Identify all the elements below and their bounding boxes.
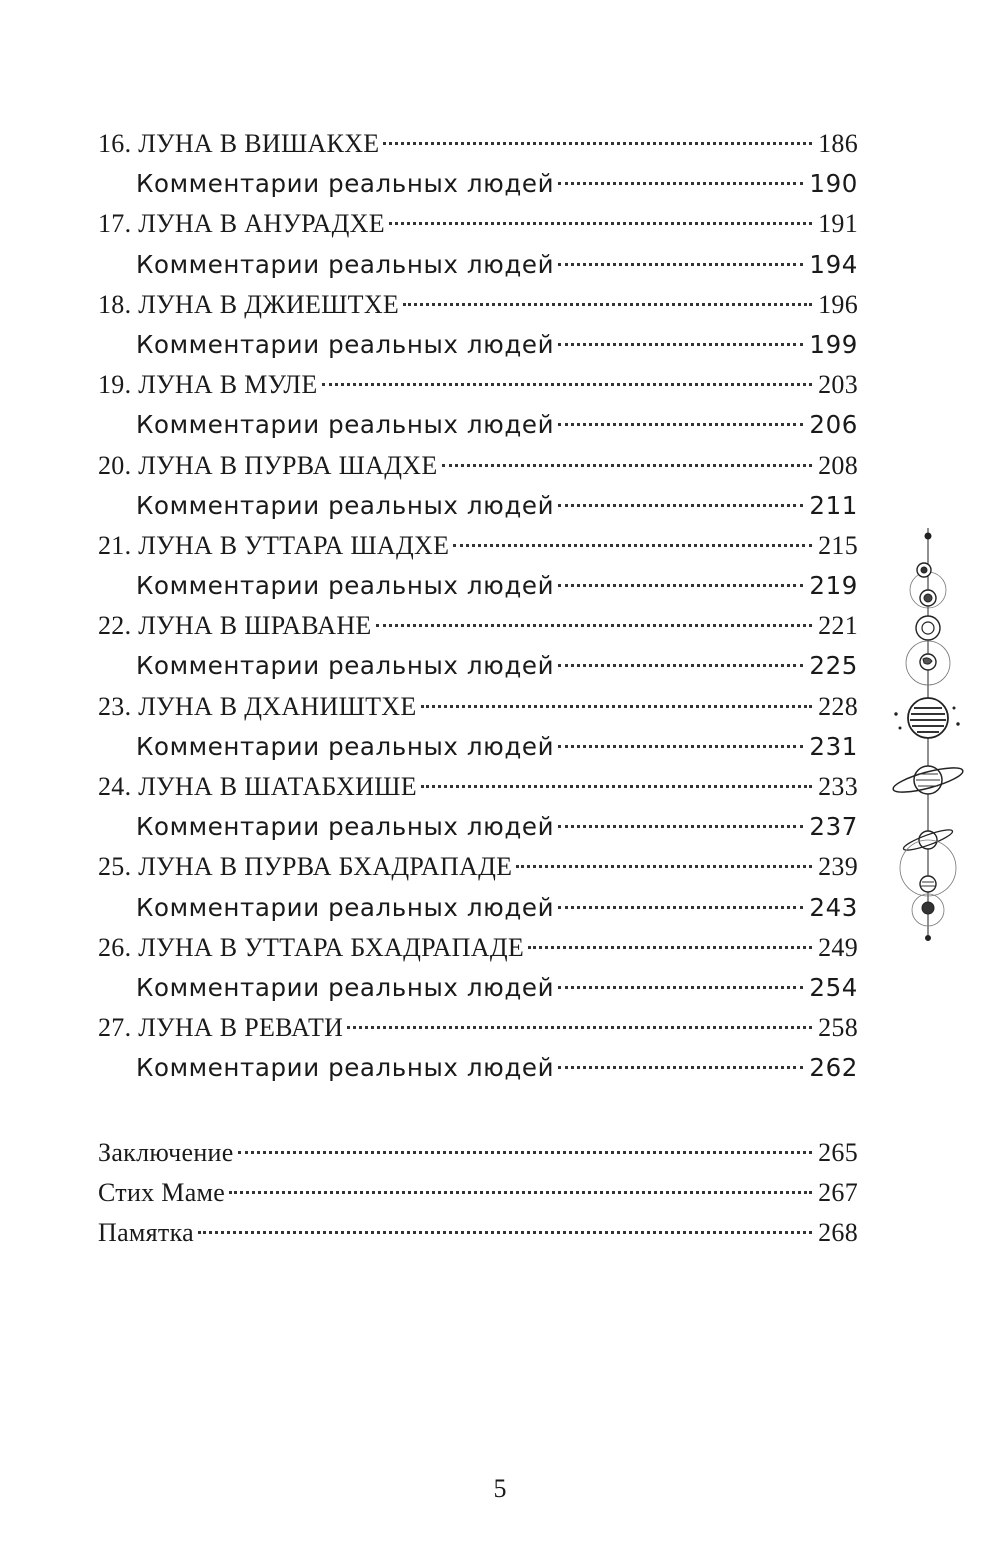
toc-entry[interactable] [98, 1213, 858, 1253]
toc-entry[interactable] [98, 325, 858, 365]
toc-entry[interactable] [98, 767, 858, 807]
toc-entry-label: Комментарии реальных людей [136, 651, 555, 681]
toc-entry-label: Комментарии реальных людей [136, 731, 555, 761]
toc-entry-page: 225 [809, 651, 858, 681]
leader-dots [453, 543, 812, 547]
toc-entry-label: Стих Маме [98, 1177, 226, 1207]
toc-entry-page: 268 [818, 1217, 858, 1247]
toc-entry-page: 196 [818, 289, 858, 319]
toc-entry[interactable] [98, 405, 858, 445]
toc-entry-label: Заключение [98, 1137, 234, 1167]
leader-dots [558, 262, 803, 266]
toc-entry-label: 26. ЛУНА В УТТАРА БХАДРАПАДЕ [98, 932, 525, 962]
toc-entry[interactable] [98, 807, 858, 847]
toc-entry-label: 20. ЛУНА В ПУРВА ШАДХЕ [98, 450, 438, 480]
leader-dots [347, 1025, 812, 1029]
toc-entry-label: Комментарии реальных людей [136, 169, 555, 199]
toc-entry-label: Комментарии реальных людей [136, 812, 555, 842]
toc-entry-page: 206 [809, 410, 858, 440]
leader-dots [238, 1150, 813, 1154]
toc-entry-page: 249 [818, 932, 858, 962]
leader-dots [558, 985, 803, 989]
toc-entry-page: 191 [818, 209, 858, 239]
toc-entry-label: 24. ЛУНА В ШАТАБХИШЕ [98, 772, 417, 801]
toc-entry-page: 231 [809, 731, 858, 761]
leader-dots [198, 1230, 812, 1234]
toc-entry-page: 265 [818, 1137, 858, 1167]
leader-dots [421, 704, 813, 708]
toc-entry-label: Комментарии реальных людей [136, 249, 555, 279]
toc-entry[interactable] [98, 285, 858, 325]
toc-entry[interactable] [98, 486, 858, 526]
toc-entry[interactable] [98, 164, 858, 204]
leader-dots [383, 141, 812, 145]
toc-entry-page: 208 [818, 450, 858, 480]
leader-dots [442, 463, 813, 467]
toc-entry[interactable] [98, 526, 858, 566]
leader-dots [558, 744, 803, 748]
leader-dots [403, 302, 812, 306]
toc-entry[interactable] [98, 928, 858, 968]
toc-entry-label: Комментарии реальных людей [136, 410, 555, 440]
toc-entry-label: Комментарии реальных людей [136, 892, 555, 922]
toc-entry-page: 221 [818, 611, 858, 641]
leader-dots [558, 503, 803, 507]
table-of-contents [98, 124, 858, 1253]
toc-entry-label: 18. ЛУНА В ДЖИЕШТХЕ [98, 289, 400, 319]
toc-entry[interactable] [98, 1173, 858, 1213]
leader-dots [389, 221, 812, 225]
toc-entry[interactable] [98, 687, 858, 727]
toc-entry-page: 233 [818, 772, 858, 801]
toc-entry-label: 25. ЛУНА В ПУРВА БХАДРАПАДЕ [98, 852, 513, 882]
leader-dots [558, 342, 803, 346]
toc-entry[interactable] [98, 968, 858, 1008]
leader-dots [516, 864, 812, 868]
toc-entry-label: Комментарии реальных людей [136, 1053, 555, 1083]
toc-entry-page: 267 [818, 1177, 858, 1207]
leader-dots [558, 181, 803, 185]
leader-dots [528, 945, 812, 949]
toc-entry-page: 239 [818, 852, 858, 882]
toc-entry-page: 219 [809, 571, 858, 601]
leader-dots [558, 824, 803, 828]
toc-entry-label: 23. ЛУНА В ДХАНИШТХЕ [98, 691, 417, 721]
toc-entry[interactable] [98, 646, 858, 686]
toc-entry[interactable] [98, 1133, 858, 1173]
toc-entry[interactable] [98, 847, 858, 887]
leader-dots [558, 663, 803, 667]
leader-dots [376, 623, 812, 627]
toc-entry-page: 228 [818, 691, 858, 721]
toc-entry[interactable] [98, 1048, 858, 1088]
leader-dots [322, 382, 813, 386]
page-number: 5 [493, 1474, 507, 1503]
toc-entry[interactable] [98, 566, 858, 606]
toc-entry-page: 237 [809, 812, 858, 842]
toc-entry[interactable] [98, 446, 858, 486]
toc-entry-page: 258 [818, 1013, 858, 1043]
planets-illustration-icon [884, 528, 974, 948]
toc-entry[interactable] [98, 1008, 858, 1048]
toc-entry[interactable] [98, 124, 858, 164]
toc-entry-label: Комментарии реальных людей [136, 972, 555, 1002]
leader-dots [421, 784, 812, 788]
toc-entry-label: Комментарии реальных людей [136, 490, 555, 520]
toc-entry-label: Комментарии реальных людей [136, 571, 555, 601]
toc-entry-label: Комментарии реальных людей [136, 329, 555, 359]
toc-entry-label: 19. ЛУНА В МУЛЕ [98, 370, 318, 400]
toc-entry-page: 194 [809, 249, 858, 279]
toc-entry[interactable] [98, 204, 858, 244]
toc-entry-label: Памятка [98, 1217, 194, 1247]
toc-entry-page: 190 [809, 169, 858, 199]
toc-entry-label: 27. ЛУНА В РЕВАТИ [98, 1013, 344, 1043]
toc-entry[interactable] [98, 727, 858, 767]
leader-dots [558, 583, 803, 587]
toc-entry[interactable] [98, 245, 858, 285]
toc-entry-page: 254 [809, 972, 858, 1002]
toc-entry-label: 16. ЛУНА В ВИШАКХЕ [98, 129, 380, 158]
leader-dots [558, 1065, 803, 1069]
toc-entry[interactable] [98, 888, 858, 928]
leader-dots [229, 1190, 812, 1194]
section-gap [98, 1089, 858, 1133]
toc-entry-page: 215 [818, 530, 858, 560]
toc-entry-page: 186 [818, 129, 858, 158]
toc-entry-label: 21. ЛУНА В УТТАРА ШАДХЕ [98, 530, 450, 560]
toc-entry-label: 17. ЛУНА В АНУРАДХЕ [98, 209, 385, 239]
leader-dots [558, 422, 803, 426]
toc-entry-label: 22. ЛУНА В ШРАВАНЕ [98, 611, 372, 641]
toc-entry-page: 262 [809, 1053, 858, 1083]
toc-entry[interactable] [98, 606, 858, 646]
leader-dots [558, 905, 803, 909]
toc-entry-page: 199 [809, 329, 858, 359]
toc-entry[interactable] [98, 365, 858, 405]
toc-entry-page: 243 [809, 892, 858, 922]
toc-entry-page: 211 [809, 490, 858, 520]
toc-entry-page: 203 [818, 370, 858, 400]
